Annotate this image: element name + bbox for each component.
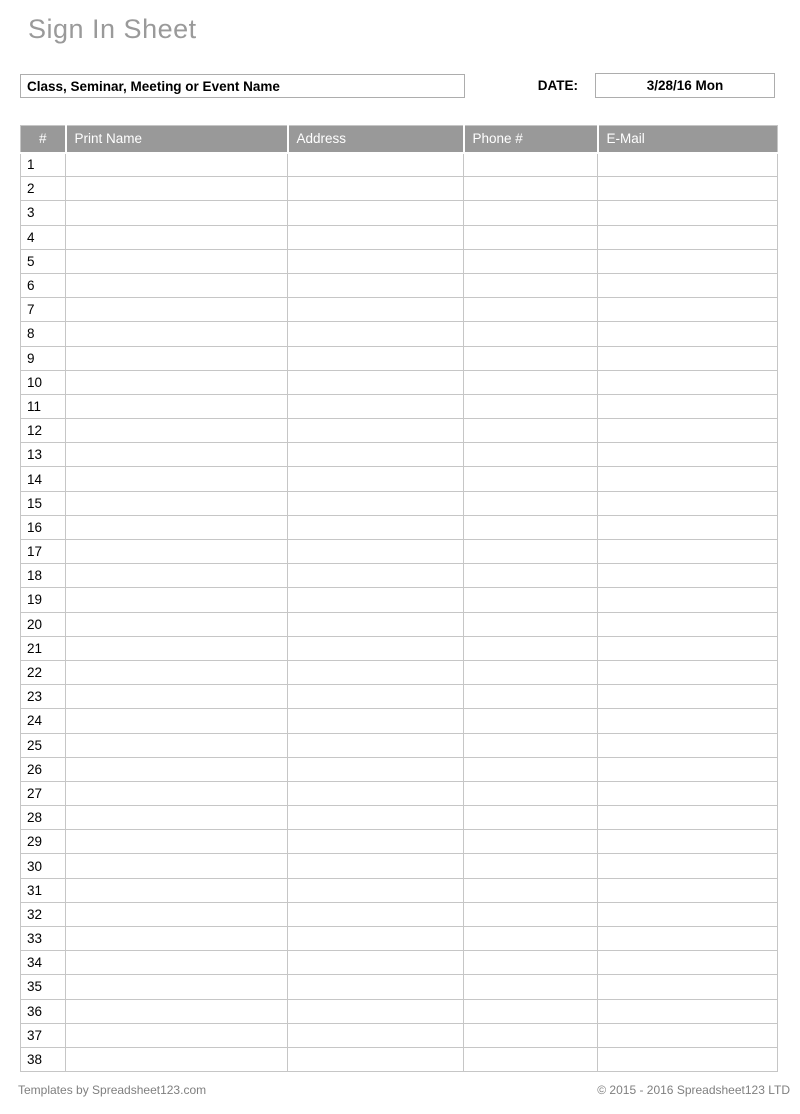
print-name-cell[interactable] — [66, 346, 288, 370]
address-cell[interactable] — [288, 273, 464, 297]
row-number-cell: 6 — [21, 273, 66, 297]
print-name-cell[interactable] — [66, 878, 288, 902]
row-number-cell: 36 — [21, 999, 66, 1023]
phone-cell[interactable] — [464, 177, 598, 201]
phone-cell[interactable] — [464, 927, 598, 951]
email-cell[interactable] — [598, 685, 778, 709]
table-row — [21, 346, 778, 370]
row-number-cell: 13 — [21, 443, 66, 467]
address-cell[interactable] — [288, 419, 464, 443]
phone-cell[interactable] — [464, 636, 598, 660]
email-cell[interactable] — [598, 612, 778, 636]
phone-cell[interactable] — [464, 806, 598, 830]
table-row — [21, 515, 778, 539]
row-number-cell: 16 — [21, 515, 66, 539]
phone-cell[interactable] — [464, 757, 598, 781]
email-cell[interactable] — [598, 540, 778, 564]
print-name-cell[interactable] — [66, 636, 288, 660]
print-name-cell[interactable] — [66, 902, 288, 926]
row-number-cell: 2 — [21, 177, 66, 201]
print-name-cell[interactable] — [66, 1023, 288, 1047]
phone-cell[interactable] — [464, 878, 598, 902]
row-number-cell: 8 — [21, 322, 66, 346]
row-number-cell: 32 — [21, 902, 66, 926]
phone-cell[interactable] — [464, 709, 598, 733]
phone-cell[interactable] — [464, 298, 598, 322]
table-row — [21, 467, 778, 491]
email-cell[interactable] — [598, 515, 778, 539]
row-number-cell: 26 — [21, 757, 66, 781]
table-row — [21, 249, 778, 273]
sign-in-table — [20, 125, 778, 1072]
row-number-cell: 4 — [21, 225, 66, 249]
row-number-cell: 33 — [21, 927, 66, 951]
address-cell[interactable] — [288, 515, 464, 539]
row-number-cell: 38 — [21, 1047, 66, 1071]
row-number-cell: 24 — [21, 709, 66, 733]
table-row — [21, 757, 778, 781]
email-cell[interactable] — [598, 660, 778, 684]
phone-cell[interactable] — [464, 975, 598, 999]
address-cell[interactable] — [288, 830, 464, 854]
email-cell[interactable] — [598, 443, 778, 467]
address-cell[interactable] — [288, 249, 464, 273]
table-row — [21, 394, 778, 418]
address-cell[interactable] — [288, 951, 464, 975]
address-cell[interactable] — [288, 201, 464, 225]
table-row — [21, 201, 778, 225]
row-number-cell: 5 — [21, 249, 66, 273]
print-name-cell[interactable] — [66, 298, 288, 322]
row-number-cell: 17 — [21, 540, 66, 564]
email-cell[interactable] — [598, 201, 778, 225]
row-number-cell: 18 — [21, 564, 66, 588]
print-name-cell[interactable] — [66, 153, 288, 177]
address-cell[interactable] — [288, 322, 464, 346]
print-name-cell[interactable] — [66, 443, 288, 467]
email-cell[interactable] — [598, 709, 778, 733]
print-name-cell[interactable] — [66, 564, 288, 588]
table-header-row — [21, 126, 778, 153]
phone-cell[interactable] — [464, 419, 598, 443]
address-cell[interactable] — [288, 636, 464, 660]
email-cell[interactable] — [598, 249, 778, 273]
row-number-cell: 28 — [21, 806, 66, 830]
table-row — [21, 999, 778, 1023]
table-row — [21, 1023, 778, 1047]
print-name-cell[interactable] — [66, 322, 288, 346]
table-row — [21, 177, 778, 201]
print-name-cell[interactable] — [66, 927, 288, 951]
address-cell[interactable] — [288, 999, 464, 1023]
print-name-cell[interactable] — [66, 515, 288, 539]
table-row — [21, 153, 778, 177]
phone-cell[interactable] — [464, 515, 598, 539]
print-name-cell[interactable] — [66, 540, 288, 564]
row-number-cell: 3 — [21, 201, 66, 225]
event-name-label: Class, Seminar, Meeting or Event Name — [27, 78, 280, 94]
print-name-cell[interactable] — [66, 491, 288, 515]
phone-cell[interactable] — [464, 951, 598, 975]
print-name-cell[interactable] — [66, 467, 288, 491]
address-cell[interactable] — [288, 1023, 464, 1047]
email-cell[interactable] — [598, 733, 778, 757]
row-number-cell: 22 — [21, 660, 66, 684]
print-name-cell[interactable] — [66, 1047, 288, 1071]
row-number-cell: 9 — [21, 346, 66, 370]
table-row — [21, 588, 778, 612]
phone-cell[interactable] — [464, 612, 598, 636]
email-cell[interactable] — [598, 854, 778, 878]
phone-cell[interactable] — [464, 685, 598, 709]
address-cell[interactable] — [288, 298, 464, 322]
phone-cell[interactable] — [464, 540, 598, 564]
date-value: 3/28/16 Mon — [646, 78, 724, 93]
print-name-cell[interactable] — [66, 854, 288, 878]
address-cell[interactable] — [288, 660, 464, 684]
phone-cell[interactable] — [464, 443, 598, 467]
print-name-cell[interactable] — [66, 612, 288, 636]
phone-cell[interactable] — [464, 733, 598, 757]
table-row — [21, 902, 778, 926]
address-cell[interactable] — [288, 346, 464, 370]
email-cell[interactable] — [598, 467, 778, 491]
email-cell[interactable] — [598, 806, 778, 830]
email-cell[interactable] — [598, 394, 778, 418]
date-label: DATE: — [537, 78, 578, 93]
address-cell[interactable] — [288, 854, 464, 878]
table-row — [21, 298, 778, 322]
email-cell[interactable] — [598, 927, 778, 951]
column-header-phone: Phone # — [464, 126, 598, 153]
table-row — [21, 273, 778, 297]
row-number-cell: 30 — [21, 854, 66, 878]
table-row — [21, 854, 778, 878]
address-cell[interactable] — [288, 540, 464, 564]
table-row — [21, 685, 778, 709]
table-row — [21, 225, 778, 249]
row-number-cell: 11 — [21, 394, 66, 418]
table-row — [21, 612, 778, 636]
row-number-cell: 23 — [21, 685, 66, 709]
phone-cell[interactable] — [464, 153, 598, 177]
footer — [18, 1083, 790, 1097]
address-cell[interactable] — [288, 733, 464, 757]
email-cell[interactable] — [598, 273, 778, 297]
footer-credit-left: Templates by Spreadsheet123.com — [18, 1083, 207, 1097]
address-cell[interactable] — [288, 225, 464, 249]
address-cell[interactable] — [288, 370, 464, 394]
table-row — [21, 491, 778, 515]
print-name-cell[interactable] — [66, 781, 288, 805]
phone-cell[interactable] — [464, 322, 598, 346]
print-name-cell[interactable] — [66, 394, 288, 418]
print-name-cell[interactable] — [66, 419, 288, 443]
email-cell[interactable] — [598, 564, 778, 588]
email-cell[interactable] — [598, 298, 778, 322]
email-cell[interactable] — [598, 757, 778, 781]
address-cell[interactable] — [288, 153, 464, 177]
email-cell[interactable] — [598, 636, 778, 660]
phone-cell[interactable] — [464, 249, 598, 273]
email-cell[interactable] — [598, 322, 778, 346]
table-row — [21, 660, 778, 684]
column-header-print-name: Print Name — [66, 126, 288, 153]
table-row — [21, 322, 778, 346]
address-cell[interactable] — [288, 443, 464, 467]
address-cell[interactable] — [288, 467, 464, 491]
address-cell[interactable] — [288, 975, 464, 999]
row-number-cell: 35 — [21, 975, 66, 999]
address-cell[interactable] — [288, 612, 464, 636]
row-number-cell: 12 — [21, 419, 66, 443]
row-number-cell: 27 — [21, 781, 66, 805]
column-header-e-mail: E-Mail — [598, 126, 778, 153]
email-cell[interactable] — [598, 491, 778, 515]
row-number-cell: 20 — [21, 612, 66, 636]
address-cell[interactable] — [288, 781, 464, 805]
row-number-cell: 34 — [21, 951, 66, 975]
print-name-cell[interactable] — [66, 660, 288, 684]
phone-cell[interactable] — [464, 564, 598, 588]
phone-cell[interactable] — [464, 346, 598, 370]
print-name-cell[interactable] — [66, 273, 288, 297]
address-cell[interactable] — [288, 588, 464, 612]
phone-cell[interactable] — [464, 999, 598, 1023]
phone-cell[interactable] — [464, 1023, 598, 1047]
address-cell[interactable] — [288, 927, 464, 951]
print-name-cell[interactable] — [66, 975, 288, 999]
phone-cell[interactable] — [464, 1047, 598, 1071]
column-header-: # — [21, 126, 66, 153]
email-cell[interactable] — [598, 830, 778, 854]
row-number-cell: 25 — [21, 733, 66, 757]
phone-cell[interactable] — [464, 225, 598, 249]
phone-cell[interactable] — [464, 830, 598, 854]
row-number-cell: 31 — [21, 878, 66, 902]
table-row — [21, 1047, 778, 1071]
row-number-cell: 37 — [21, 1023, 66, 1047]
email-cell[interactable] — [598, 781, 778, 805]
email-cell[interactable] — [598, 902, 778, 926]
table-row — [21, 878, 778, 902]
phone-cell[interactable] — [464, 491, 598, 515]
print-name-cell[interactable] — [66, 249, 288, 273]
table-row — [21, 540, 778, 564]
table-row — [21, 443, 778, 467]
table-row — [21, 419, 778, 443]
row-number-cell: 29 — [21, 830, 66, 854]
email-cell[interactable] — [598, 177, 778, 201]
footer-copyright: © 2015 - 2016 Spreadsheet123 LTD — [597, 1083, 790, 1097]
page-title: Sign In Sheet — [28, 14, 197, 44]
email-cell[interactable] — [598, 419, 778, 443]
table-row — [21, 975, 778, 999]
column-header-address: Address — [288, 126, 464, 153]
date-field[interactable] — [595, 73, 775, 98]
address-cell[interactable] — [288, 394, 464, 418]
phone-cell[interactable] — [464, 588, 598, 612]
phone-cell[interactable] — [464, 781, 598, 805]
row-number-cell: 1 — [21, 153, 66, 177]
table-row — [21, 709, 778, 733]
table-row — [21, 781, 778, 805]
phone-cell[interactable] — [464, 902, 598, 926]
print-name-cell[interactable] — [66, 685, 288, 709]
table-body — [21, 153, 778, 1072]
phone-cell[interactable] — [464, 854, 598, 878]
email-cell[interactable] — [598, 1047, 778, 1071]
table-row — [21, 830, 778, 854]
print-name-cell[interactable] — [66, 733, 288, 757]
print-name-cell[interactable] — [66, 201, 288, 225]
address-cell[interactable] — [288, 757, 464, 781]
address-cell[interactable] — [288, 177, 464, 201]
email-cell[interactable] — [598, 370, 778, 394]
table-row — [21, 370, 778, 394]
table-row — [21, 951, 778, 975]
address-cell[interactable] — [288, 1047, 464, 1071]
print-name-cell[interactable] — [66, 225, 288, 249]
row-number-cell: 7 — [21, 298, 66, 322]
phone-cell[interactable] — [464, 201, 598, 225]
email-cell[interactable] — [598, 951, 778, 975]
print-name-cell[interactable] — [66, 757, 288, 781]
row-number-cell: 14 — [21, 467, 66, 491]
table-row — [21, 564, 778, 588]
table-row — [21, 636, 778, 660]
print-name-cell[interactable] — [66, 806, 288, 830]
row-number-cell: 10 — [21, 370, 66, 394]
phone-cell[interactable] — [464, 273, 598, 297]
print-name-cell[interactable] — [66, 588, 288, 612]
email-cell[interactable] — [598, 975, 778, 999]
print-name-cell[interactable] — [66, 177, 288, 201]
phone-cell[interactable] — [464, 660, 598, 684]
address-cell[interactable] — [288, 709, 464, 733]
address-cell[interactable] — [288, 878, 464, 902]
email-cell[interactable] — [598, 225, 778, 249]
address-cell[interactable] — [288, 564, 464, 588]
table-row — [21, 733, 778, 757]
print-name-cell[interactable] — [66, 370, 288, 394]
address-cell[interactable] — [288, 902, 464, 926]
email-cell[interactable] — [598, 878, 778, 902]
phone-cell[interactable] — [464, 370, 598, 394]
row-number-cell: 19 — [21, 588, 66, 612]
phone-cell[interactable] — [464, 394, 598, 418]
row-number-cell: 15 — [21, 491, 66, 515]
phone-cell[interactable] — [464, 467, 598, 491]
email-cell[interactable] — [598, 346, 778, 370]
table-row — [21, 927, 778, 951]
print-name-cell[interactable] — [66, 999, 288, 1023]
address-cell[interactable] — [288, 806, 464, 830]
print-name-cell[interactable] — [66, 709, 288, 733]
table-row — [21, 806, 778, 830]
print-name-cell[interactable] — [66, 830, 288, 854]
address-cell[interactable] — [288, 491, 464, 515]
print-name-cell[interactable] — [66, 951, 288, 975]
address-cell[interactable] — [288, 685, 464, 709]
email-cell[interactable] — [598, 588, 778, 612]
email-cell[interactable] — [598, 1023, 778, 1047]
email-cell[interactable] — [598, 153, 778, 177]
row-number-cell: 21 — [21, 636, 66, 660]
event-name-field[interactable] — [20, 74, 465, 98]
email-cell[interactable] — [598, 999, 778, 1023]
